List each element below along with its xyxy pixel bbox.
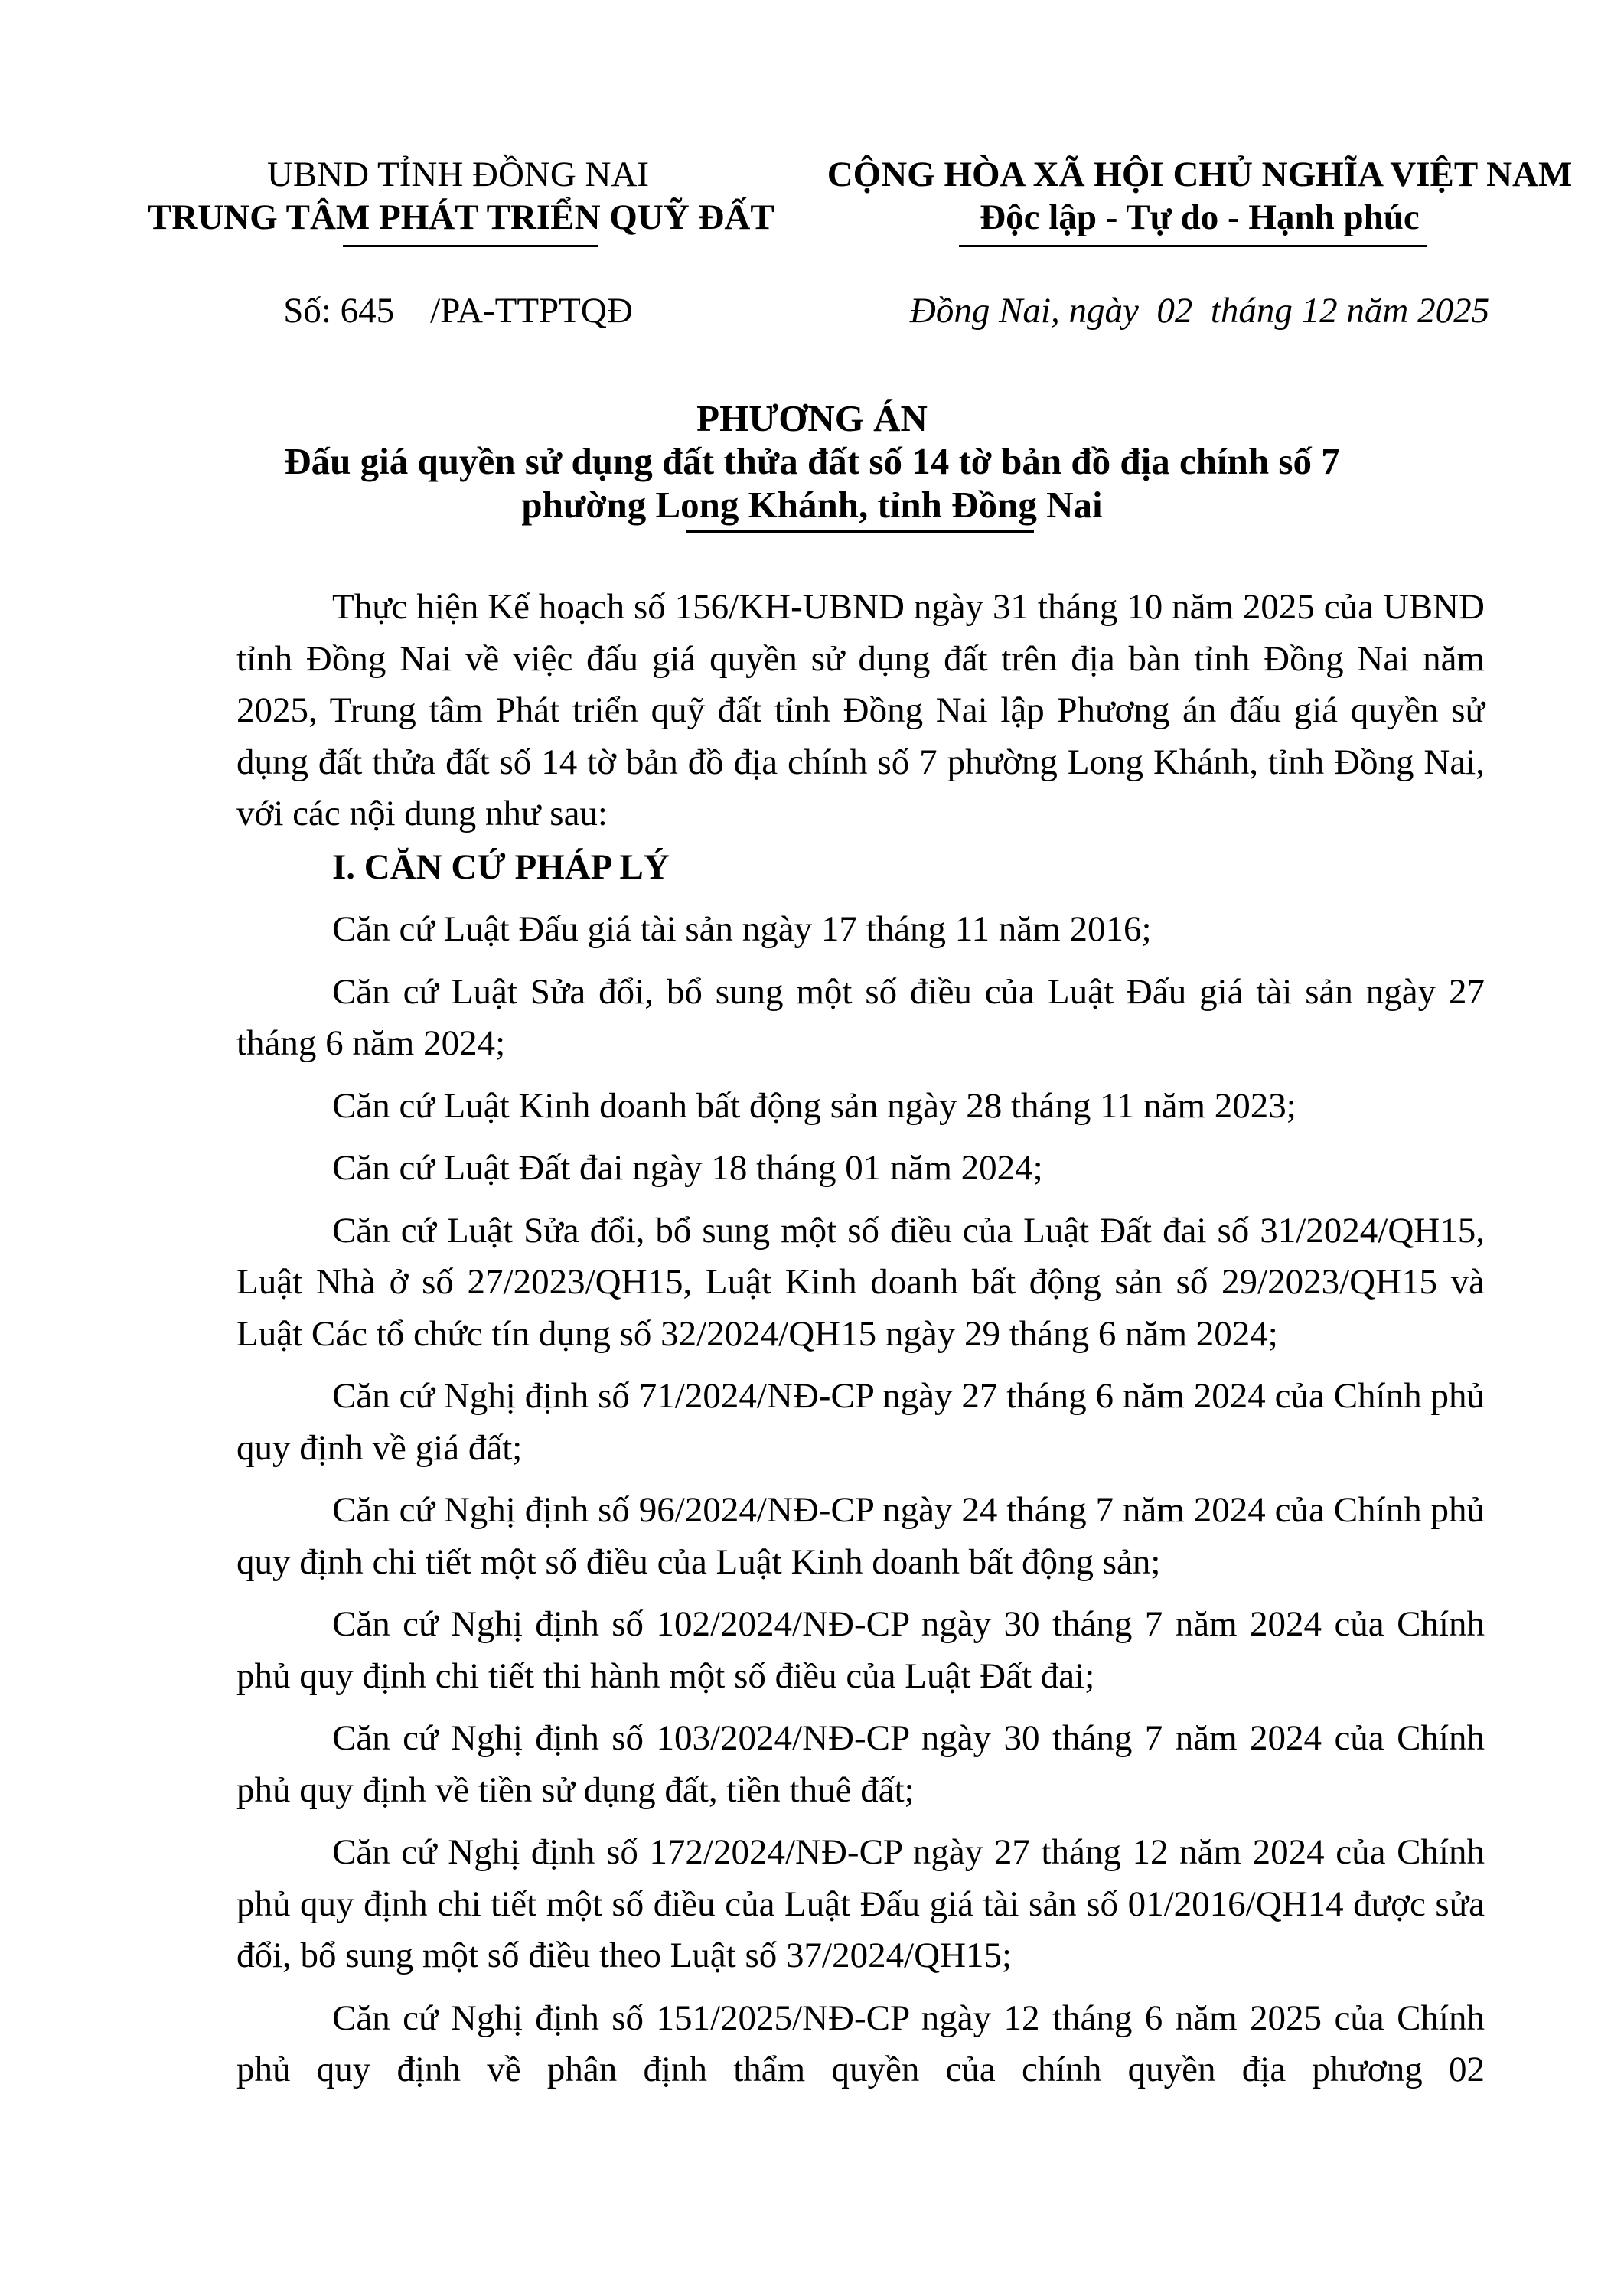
section-heading-legal-basis: I. CĂN CỨ PHÁP LÝ [332, 846, 670, 887]
legal-basis-item: Căn cứ Luật Kinh doanh bất động sản ngày 28 tháng 11 năm 2023; [332, 1085, 1296, 1126]
document-number: Số: 645 /PA-TTPTQĐ [283, 291, 633, 331]
document-type-title: PHƯƠNG ÁN [696, 397, 928, 439]
legal-basis-item: Căn cứ Nghị định số 102/2024/NĐ-CP ngày 30 tháng 7 năm 2024 của Chính phủ quy định chi tiết thi hành một số điều của Luật Đất đai; [236, 1604, 1485, 1696]
legal-basis-item: Căn cứ Nghị định số 96/2024/NĐ-CP ngày 24 tháng 7 năm 2024 của Chính phủ quy định chi tiết một số điều của Luật Kinh doanh bất động sản; [236, 1490, 1485, 1582]
legal-basis-item: Căn cứ Nghị định số 172/2024/NĐ-CP ngày 27 tháng 12 năm 2024 của Chính phủ quy định chi tiết một số điều của Luật Đấu giá tài sản số 01/2016/QH14 được sửa đổi, bổ sung một số điều theo Luật số 37/2024/QH15; [236, 1832, 1485, 1975]
intro-paragraph: Thực hiện Kế hoạch số 156/KH-UBND ngày 31 tháng 10 năm 2025 của UBND tỉnh Đồng Nai về việc đấu giá quyền sử dụng đất trên địa bàn tỉnh Đồng Nai năm 2025, Trung tâm Phát triển quỹ đất tỉnh Đồng Nai lập Phương án đấu giá quyền sử dụng đất thửa đất số 14 tờ bản đồ địa chính số 7 phường Long Khánh, tỉnh Đồng Nai, với các nội dung như sau: [236, 587, 1485, 833]
document-body [236, 582, 1485, 2096]
agency-name: UBND TỈNH ĐỒNG NAI [266, 155, 650, 194]
country-name: CỘNG HÒA XÃ HỘI CHỦ NGHĨA VIỆT NAM [827, 155, 1573, 194]
legal-basis-item: Căn cứ Nghị định số 103/2024/NĐ-CP ngày 30 tháng 7 năm 2024 của Chính phủ quy định về tiền sử dụng đất, tiền thuê đất; [236, 1718, 1485, 1810]
legal-basis-item: Căn cứ Luật Đấu giá tài sản ngày 17 tháng 11 năm 2016; [332, 909, 1152, 949]
legal-basis-item: Căn cứ Luật Đất đai ngày 18 tháng 01 năm 2024; [332, 1148, 1043, 1188]
legal-basis-item: Căn cứ Luật Sửa đổi, bổ sung một số điều của Luật Đấu giá tài sản ngày 27 tháng 6 năm 2024; [236, 971, 1485, 1063]
document-subject-line-1: Đấu giá quyền sử dụng đất thửa đất số 14 tờ bản đồ địa chính số 7 [284, 440, 1340, 482]
legal-basis-item: Căn cứ Nghị định số 151/2025/NĐ-CP ngày 12 tháng 6 năm 2025 của Chính phủ quy định về phân định thẩm quyền của chính quyền địa phương 02 [236, 1998, 1485, 2089]
unit-underline [343, 245, 598, 247]
title-underline [686, 530, 1034, 533]
unit-name: TRUNG TÂM PHÁT TRIỂN QUỸ ĐẤT [148, 197, 774, 237]
legal-basis-item: Căn cứ Nghị định số 71/2024/NĐ-CP ngày 27 tháng 6 năm 2024 của Chính phủ quy định về giá đất; [236, 1376, 1485, 1468]
national-motto: Độc lập - Tự do - Hạnh phúc [980, 197, 1420, 237]
motto-underline [959, 245, 1427, 247]
legal-basis-item: Căn cứ Luật Sửa đổi, bổ sung một số điều của Luật Đất đai số 31/2024/QH15, Luật Nhà ở số 27/2023/QH15, Luật Kinh doanh bất động sản số 29/2023/QH15 và Luật Các tổ chức tín dụng số 32/2024/QH15 ngày 29 tháng 6 năm 2024; [236, 1210, 1485, 1354]
document-subject-line-2: phường Long Khánh, tỉnh Đồng Nai [521, 484, 1103, 526]
place-and-date: Đồng Nai, ngày 02 tháng 12 năm 2025 [909, 291, 1490, 331]
